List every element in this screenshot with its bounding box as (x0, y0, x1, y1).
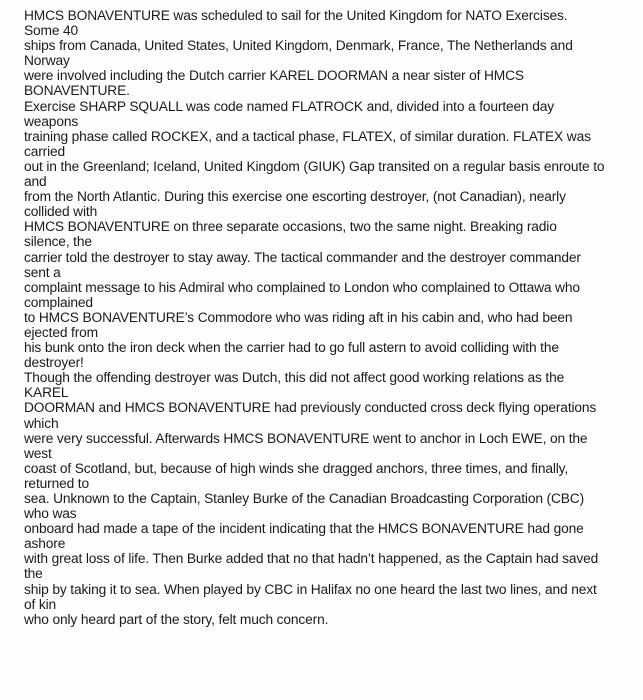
text-line: which (24, 415, 59, 432)
text-line: weapons (24, 113, 79, 130)
text-line: the (24, 566, 43, 583)
text-line: silence, the (24, 234, 92, 251)
text-line: sea. Unknown to the Captain, Stanley Burke of the Canadian Broadcasting Corporation (CBC) (24, 491, 585, 507)
text-line: KAREL (24, 385, 69, 402)
document-body-text (24, 9, 618, 628)
text-line: from the North Atlantic. During this exercise one escorting destroyer, (not Canadian), nearly (24, 189, 566, 206)
text-line: of kin (24, 596, 57, 613)
text-line: training phase called ROCKEX, and a tactical phase, FLATEX, of similar duration. FLATEX was (24, 128, 591, 145)
text-line: complaint message to his Admiral who complained to London who complained to Ottawa who (24, 279, 580, 296)
text-line: BONAVENTURE. (24, 83, 130, 100)
text-line: complained (24, 294, 93, 311)
text-line: ships from Canada, United States, United Kingdom, Denmark, France, The Netherlands and (24, 38, 573, 55)
text-line: and (24, 174, 47, 191)
text-line: HMCS BONAVENTURE on three separate occasions, two the same night. Breaking radio (24, 219, 557, 236)
text-line: onboard had made a tape of the incident indicating that the HMCS BONAVENTURE had gone (24, 521, 584, 538)
text-line: ejected from (24, 324, 98, 341)
text-line: destroyer! (24, 355, 84, 372)
text-line: carrier told the destroyer to stay away. The tactical commander and the destroyer commander (24, 249, 581, 266)
text-line: his bunk onto the iron deck when the carrier had to go full astern to avoid colliding with the (24, 340, 559, 357)
text-line: coast of Scotland, but, because of high winds she dragged anchors, three times, and finally, (24, 460, 569, 477)
text-line: with great loss of life. Then Burke added that no that hadn’t happened, as the Captain had saved (24, 551, 599, 568)
text-line: DOORMAN and HMCS BONAVENTURE had previously conducted cross deck flying operations (24, 400, 597, 417)
text-line: collided with (24, 204, 98, 221)
text-line: sent a (24, 264, 61, 281)
text-line: Exercise SHARP SQUALL was code named FLATROCK and, divided into a fourteen day (24, 98, 554, 115)
text-line: HMCS BONAVENTURE was scheduled to sail for the United Kingdom for NATO Exercises. (24, 8, 568, 24)
text-line: Some 40 (24, 23, 79, 40)
text-line: carried (24, 143, 66, 160)
text-line: Though the offending destroyer was Dutch, this did not affect good working relations as the (24, 370, 565, 387)
text-line: ashore (24, 536, 66, 553)
text-line: who only heard part of the story, felt much concern. (24, 611, 329, 628)
text-line: to HMCS BONAVENTURE’s Commodore who was riding aft in his cabin and, who had been (24, 309, 573, 326)
text-line: Norway (24, 53, 70, 70)
text-line: west (24, 445, 52, 462)
text-line: who was (24, 506, 77, 523)
text-line: returned to (24, 475, 89, 492)
text-line: were very successful. Afterwards HMCS BONAVENTURE went to anchor in Loch EWE, on the (24, 430, 588, 447)
text-line: out in the Greenland; Iceland, United Kingdom (GIUK) Gap transited on a regular basis enroute to (24, 158, 605, 175)
text-line: ship by taking it to sea. When played by CBC in Halifax no one heard the last two lines, and next (24, 581, 597, 598)
text-line: were involved including the Dutch carrier KAREL DOORMAN a near sister of HMCS (24, 68, 524, 85)
